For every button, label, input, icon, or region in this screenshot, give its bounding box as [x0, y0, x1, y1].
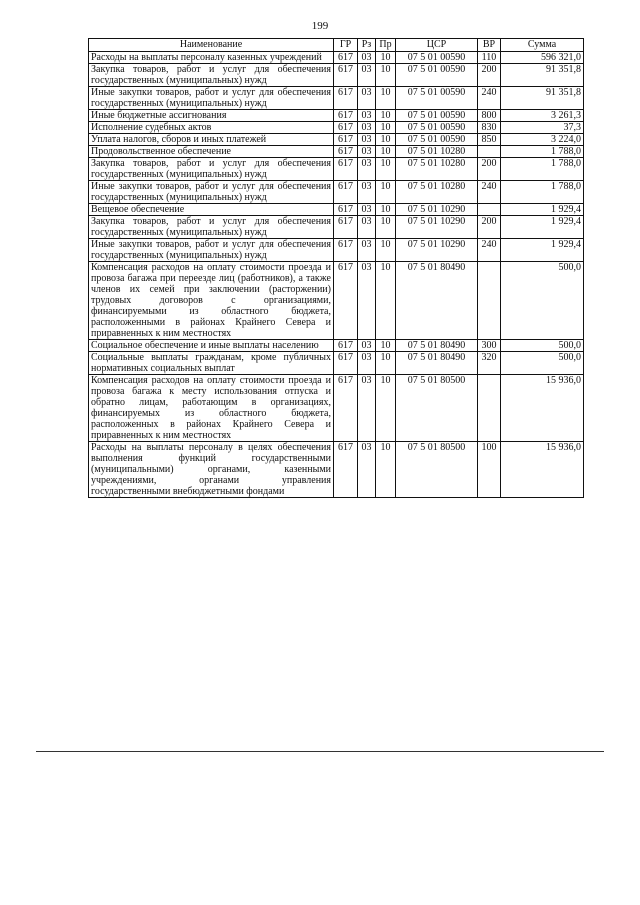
- row-gr: 617: [334, 239, 358, 262]
- row-sum: 1 929,4: [501, 204, 584, 216]
- table-row: [89, 375, 584, 442]
- header-vr: ВР: [478, 39, 501, 52]
- row-csr: 07 5 01 10290: [396, 239, 478, 262]
- row-csr: 07 5 01 00590: [396, 87, 478, 110]
- row-rz: 03: [358, 64, 376, 87]
- header-name: Наименование: [89, 39, 334, 52]
- table-row: [89, 352, 584, 375]
- row-name: Компенсация расходов на оплату стоимости проезда и провоза багажа при переезде лиц (работников), а также членов их семей при заключении (расторжении) трудовых договоров с организациями, финансируемыми из областного бюджета, расположенными в районах Крайнего Севера и приравненных к ним местностях: [89, 262, 334, 340]
- row-sum: 1 788,0: [501, 146, 584, 158]
- table-row: [89, 64, 584, 87]
- row-rz: 03: [358, 110, 376, 122]
- row-sum: 500,0: [501, 262, 584, 340]
- row-gr: 617: [334, 181, 358, 204]
- table-row: [89, 122, 584, 134]
- row-pr: 10: [376, 239, 396, 262]
- row-vr: 240: [478, 181, 501, 204]
- row-name: Расходы на выплаты персоналу казенных учреждений: [89, 52, 334, 64]
- row-pr: 10: [376, 375, 396, 442]
- row-name: Социальные выплаты гражданам, кроме публичных нормативных социальных выплат: [89, 352, 334, 375]
- row-sum: 1 929,4: [501, 239, 584, 262]
- header-sum: Сумма: [501, 39, 584, 52]
- row-sum: 1 788,0: [501, 158, 584, 181]
- row-csr: 07 5 01 10290: [396, 216, 478, 239]
- row-csr: 07 5 01 80500: [396, 375, 478, 442]
- row-vr: [478, 146, 501, 158]
- row-csr: 07 5 01 10280: [396, 146, 478, 158]
- table-row: [89, 442, 584, 498]
- row-vr: 240: [478, 87, 501, 110]
- row-pr: 10: [376, 204, 396, 216]
- row-sum: 15 936,0: [501, 442, 584, 498]
- row-sum: 596 321,0: [501, 52, 584, 64]
- row-name: Вещевое обеспечение: [89, 204, 334, 216]
- row-pr: 10: [376, 134, 396, 146]
- row-gr: 617: [334, 352, 358, 375]
- table-row: [89, 239, 584, 262]
- row-rz: 03: [358, 216, 376, 239]
- row-pr: 10: [376, 146, 396, 158]
- row-vr: 200: [478, 158, 501, 181]
- row-vr: 100: [478, 442, 501, 498]
- row-pr: 10: [376, 216, 396, 239]
- row-csr: 07 5 01 00590: [396, 134, 478, 146]
- table-row: [89, 134, 584, 146]
- row-csr: 07 5 01 00590: [396, 52, 478, 64]
- row-csr: 07 5 01 80490: [396, 262, 478, 340]
- table-row: [89, 262, 584, 340]
- row-vr: 110: [478, 52, 501, 64]
- row-vr: 200: [478, 64, 501, 87]
- row-rz: 03: [358, 158, 376, 181]
- row-vr: 240: [478, 239, 501, 262]
- row-name: Исполнение судебных актов: [89, 122, 334, 134]
- row-sum: 91 351,8: [501, 64, 584, 87]
- row-vr: [478, 204, 501, 216]
- row-sum: 37,3: [501, 122, 584, 134]
- row-vr: 300: [478, 340, 501, 352]
- row-gr: 617: [334, 52, 358, 64]
- row-vr: 320: [478, 352, 501, 375]
- row-rz: 03: [358, 340, 376, 352]
- row-name: Уплата налогов, сборов и иных платежей: [89, 134, 334, 146]
- row-gr: 617: [334, 110, 358, 122]
- row-name: Расходы на выплаты персоналу в целях обеспечения выполнения функций государственными (муниципальными) органами, казенными учреждениями, органами управления государственными внебюджетными фондами: [89, 442, 334, 498]
- row-name: Социальное обеспечение и иные выплаты населению: [89, 340, 334, 352]
- header-csr: ЦСР: [396, 39, 478, 52]
- row-gr: 617: [334, 442, 358, 498]
- row-pr: 10: [376, 442, 396, 498]
- row-pr: 10: [376, 87, 396, 110]
- row-name: Закупка товаров, работ и услуг для обеспечения государственных (муниципальных) нужд: [89, 64, 334, 87]
- row-gr: 617: [334, 158, 358, 181]
- row-csr: 07 5 01 00590: [396, 64, 478, 87]
- row-vr: [478, 375, 501, 442]
- table-row: [89, 87, 584, 110]
- row-rz: 03: [358, 352, 376, 375]
- row-pr: 10: [376, 158, 396, 181]
- row-csr: 07 5 01 80490: [396, 340, 478, 352]
- row-gr: 617: [334, 64, 358, 87]
- table-row: [89, 52, 584, 64]
- row-vr: [478, 262, 501, 340]
- row-sum: 500,0: [501, 340, 584, 352]
- row-rz: 03: [358, 87, 376, 110]
- page-number: 199: [311, 20, 329, 32]
- row-gr: 617: [334, 122, 358, 134]
- row-csr: 07 5 01 10280: [396, 158, 478, 181]
- table-header-row: [89, 39, 584, 52]
- row-vr: 200: [478, 216, 501, 239]
- row-gr: 617: [334, 375, 358, 442]
- row-rz: 03: [358, 442, 376, 498]
- row-rz: 03: [358, 52, 376, 64]
- row-vr: 830: [478, 122, 501, 134]
- row-pr: 10: [376, 181, 396, 204]
- row-name: Закупка товаров, работ и услуг для обеспечения государственных (муниципальных) нужд: [89, 216, 334, 239]
- row-sum: 3 224,0: [501, 134, 584, 146]
- table-row: [89, 204, 584, 216]
- row-sum: 3 261,3: [501, 110, 584, 122]
- row-name: Продовольственное обеспечение: [89, 146, 334, 158]
- header-pr: Пр: [376, 39, 396, 52]
- row-csr: 07 5 01 10290: [396, 204, 478, 216]
- row-rz: 03: [358, 204, 376, 216]
- row-name: Закупка товаров, работ и услуг для обеспечения государственных (муниципальных) нужд: [89, 158, 334, 181]
- budget-table: [88, 38, 584, 498]
- row-gr: 617: [334, 87, 358, 110]
- row-gr: 617: [334, 204, 358, 216]
- row-vr: 800: [478, 110, 501, 122]
- table-row: [89, 216, 584, 239]
- table-row: [89, 146, 584, 158]
- header-gr: ГР: [334, 39, 358, 52]
- row-gr: 617: [334, 134, 358, 146]
- row-pr: 10: [376, 52, 396, 64]
- row-name: Иные закупки товаров, работ и услуг для обеспечения государственных (муниципальных) нужд: [89, 239, 334, 262]
- row-name: Иные бюджетные ассигнования: [89, 110, 334, 122]
- row-pr: 10: [376, 110, 396, 122]
- table-row: [89, 110, 584, 122]
- row-sum: 500,0: [501, 352, 584, 375]
- row-name: Иные закупки товаров, работ и услуг для обеспечения государственных (муниципальных) нужд: [89, 181, 334, 204]
- row-pr: 10: [376, 64, 396, 87]
- row-sum: 1 788,0: [501, 181, 584, 204]
- row-csr: 07 5 01 00590: [396, 110, 478, 122]
- row-pr: 10: [376, 352, 396, 375]
- row-vr: 850: [478, 134, 501, 146]
- row-name: Компенсация расходов на оплату стоимости проезда и провоза багажа к месту использования отпуска и обратно лицам, работающим в организациях, финансируемых из областного бюджета, расположенных в районах Крайнего Севера и приравненных к ним местностях: [89, 375, 334, 442]
- row-rz: 03: [358, 146, 376, 158]
- table-row: [89, 158, 584, 181]
- row-gr: 617: [334, 340, 358, 352]
- row-csr: 07 5 01 80490: [396, 352, 478, 375]
- row-rz: 03: [358, 134, 376, 146]
- row-sum: 15 936,0: [501, 375, 584, 442]
- row-rz: 03: [358, 262, 376, 340]
- footer-divider: [36, 751, 604, 752]
- row-gr: 617: [334, 262, 358, 340]
- row-rz: 03: [358, 122, 376, 134]
- row-rz: 03: [358, 375, 376, 442]
- row-gr: 617: [334, 146, 358, 158]
- row-rz: 03: [358, 181, 376, 204]
- row-pr: 10: [376, 262, 396, 340]
- row-gr: 617: [334, 216, 358, 239]
- header-rz: Рз: [358, 39, 376, 52]
- row-csr: 07 5 01 00590: [396, 122, 478, 134]
- row-name: Иные закупки товаров, работ и услуг для обеспечения государственных (муниципальных) нужд: [89, 87, 334, 110]
- table-row: [89, 340, 584, 352]
- row-pr: 10: [376, 340, 396, 352]
- row-sum: 91 351,8: [501, 87, 584, 110]
- row-rz: 03: [358, 239, 376, 262]
- table-row: [89, 181, 584, 204]
- row-csr: 07 5 01 10280: [396, 181, 478, 204]
- row-csr: 07 5 01 80500: [396, 442, 478, 498]
- row-sum: 1 929,4: [501, 216, 584, 239]
- row-pr: 10: [376, 122, 396, 134]
